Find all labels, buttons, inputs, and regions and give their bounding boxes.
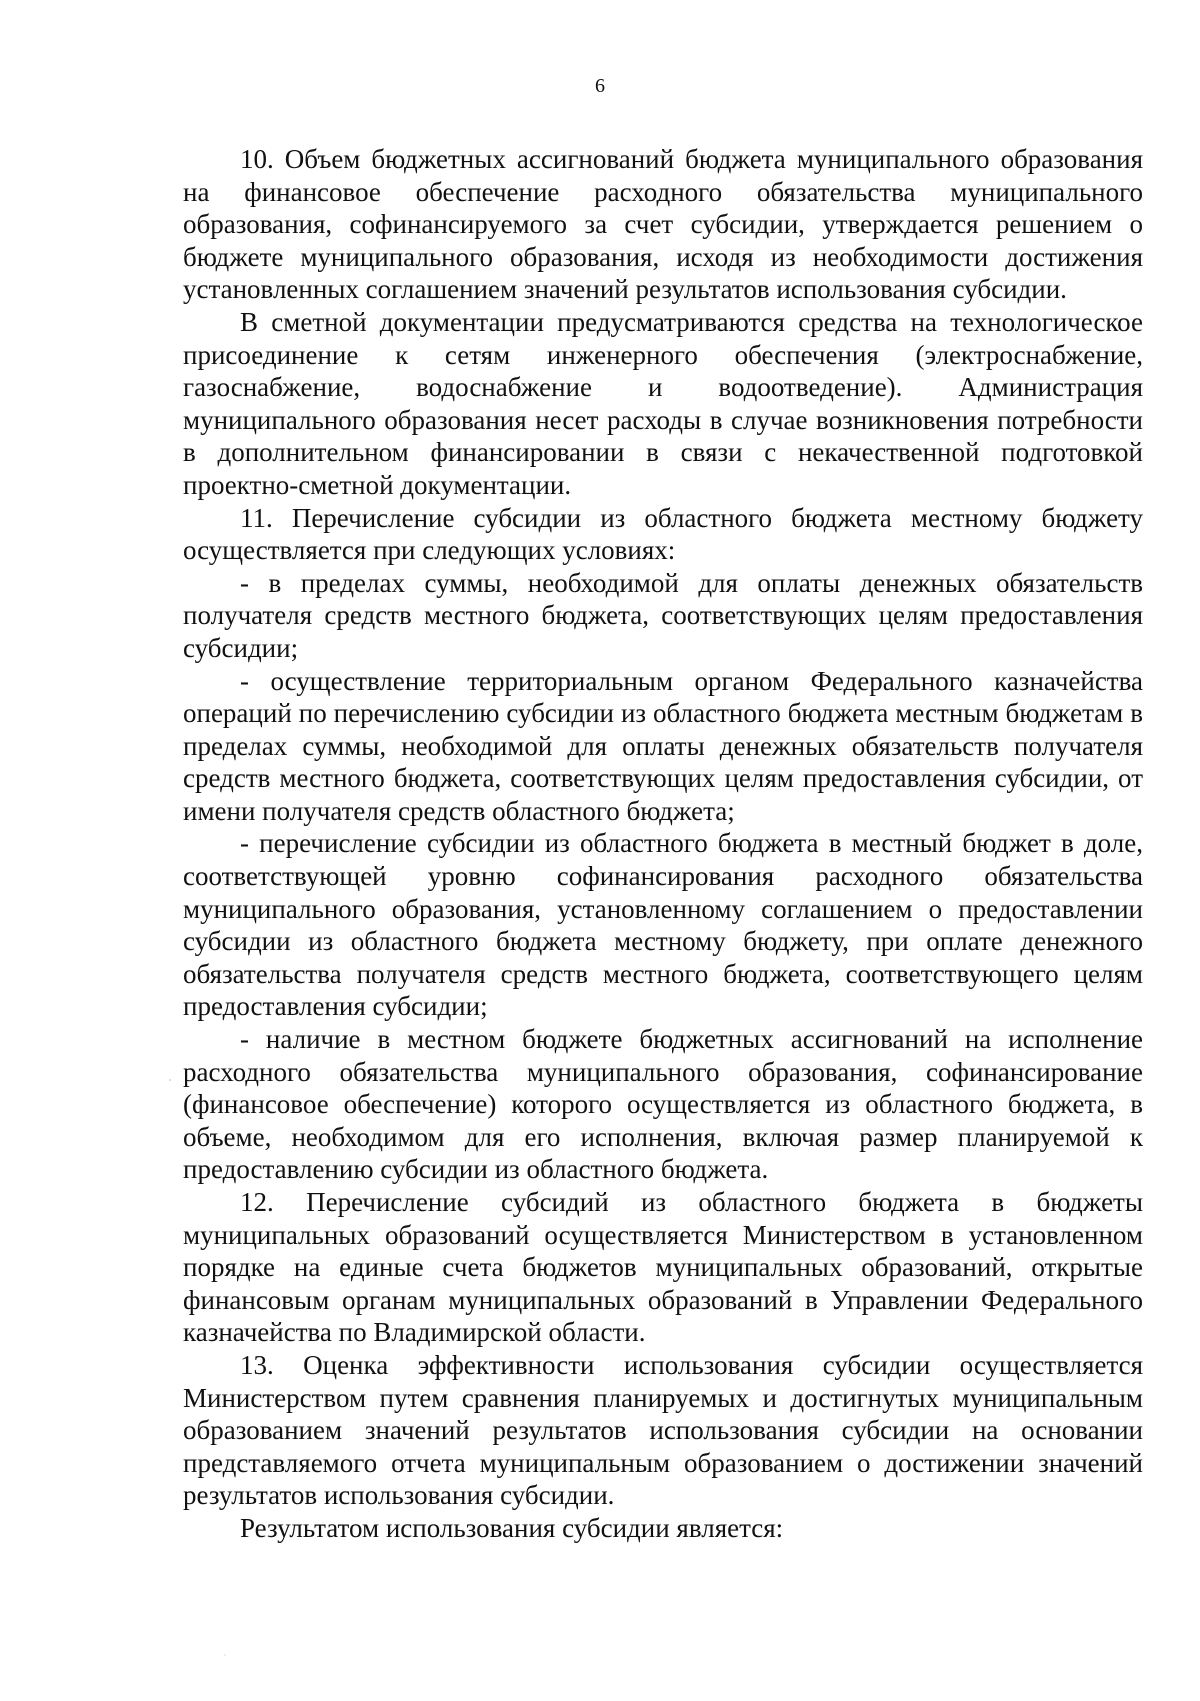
condition-item-3: - перечисление субсидии из областного бюджета в местный бюджет в доле, соответствующей уровню софинансирования расходного обязательства муниципального образования, установленному соглашением о предоставлении субсидии из областного бюджета местному бюджету, при оплате денежного обязательства получателя средств местного бюджета, соответствующего целям предоставления субсидии; — [183, 828, 1143, 1022]
document-body — [183, 143, 1143, 1545]
condition-item-2: - осуществление территориальным органом Федерального казначейства операций по перечислению субсидии из областного бюджета местным бюджетам в пределах суммы, необходимой для оплаты денежных обязательств получателя средств местного бюджета, соответствующих целям предоставления субсидии, от имени получателя средств областного бюджета; — [183, 665, 1143, 826]
condition-item-4: - наличие в местном бюджете бюджетных ассигнований на исполнение расходного обязательства муниципального образования, софинансирование (финансовое обеспечение) которого осуществляется из областного бюджета, в объеме, необходимом для его исполнения, включая размер планируемой к предоставлению субсидии из областного бюджета. — [183, 1024, 1143, 1185]
paragraph-10: 10. Объем бюджетных ассигнований бюджета муниципального образования на финансовое обеспечение расходного обязательства муниципального образования, софинансируемого за счет субсидии, утверждается решением о бюджете муниципального образования, исходя из необходимости достижения установленных соглашением значений результатов использования субсидии. — [183, 144, 1143, 305]
paragraph-estimate-documentation: В сметной документации предусматриваются средства на технологическое присоединение к сетям инженерного обеспечения (электроснабжение, газоснабжение, водоснабжение и водоотведение). Администрация муниципального образования несет расходы в случае возникновения потребности в дополнительном финансировании в связи с некачественной подготовкой проектно-сметной документации. — [183, 306, 1143, 500]
paragraph-12: 12. Перечисление субсидий из областного бюджета в бюджеты муниципальных образований осуществляется Министерством в установленном порядке на единые счета бюджетов муниципальных образований, открытые финансовым органам муниципальных образований в Управлении Федерального казначейства по Владимирской области. — [183, 1187, 1143, 1348]
paragraph-13: 13. Оценка эффективности использования субсидии осуществляется Министерством путем сравнения планируемых и достигнутых муниципальным образованием значений результатов использования субсидии на основании представляемого отчета муниципальным образованием о достижении значений результатов использования субсидии. — [183, 1349, 1143, 1511]
page-number: 6 — [595, 75, 605, 97]
scan-speck — [169, 1079, 171, 1081]
scan-speck — [224, 1654, 225, 1655]
paragraph-11: 11. Перечисление субсидии из областного бюджета местному бюджету осуществляется при следующих условиях: — [183, 502, 1143, 566]
result-lead-in: Результатом использования субсидии является: — [240, 1512, 784, 1543]
condition-item-1: - в пределах суммы, необходимой для оплаты денежных обязательств получателя средств местного бюджета, соответствующих целям предоставления субсидии; — [183, 567, 1143, 663]
